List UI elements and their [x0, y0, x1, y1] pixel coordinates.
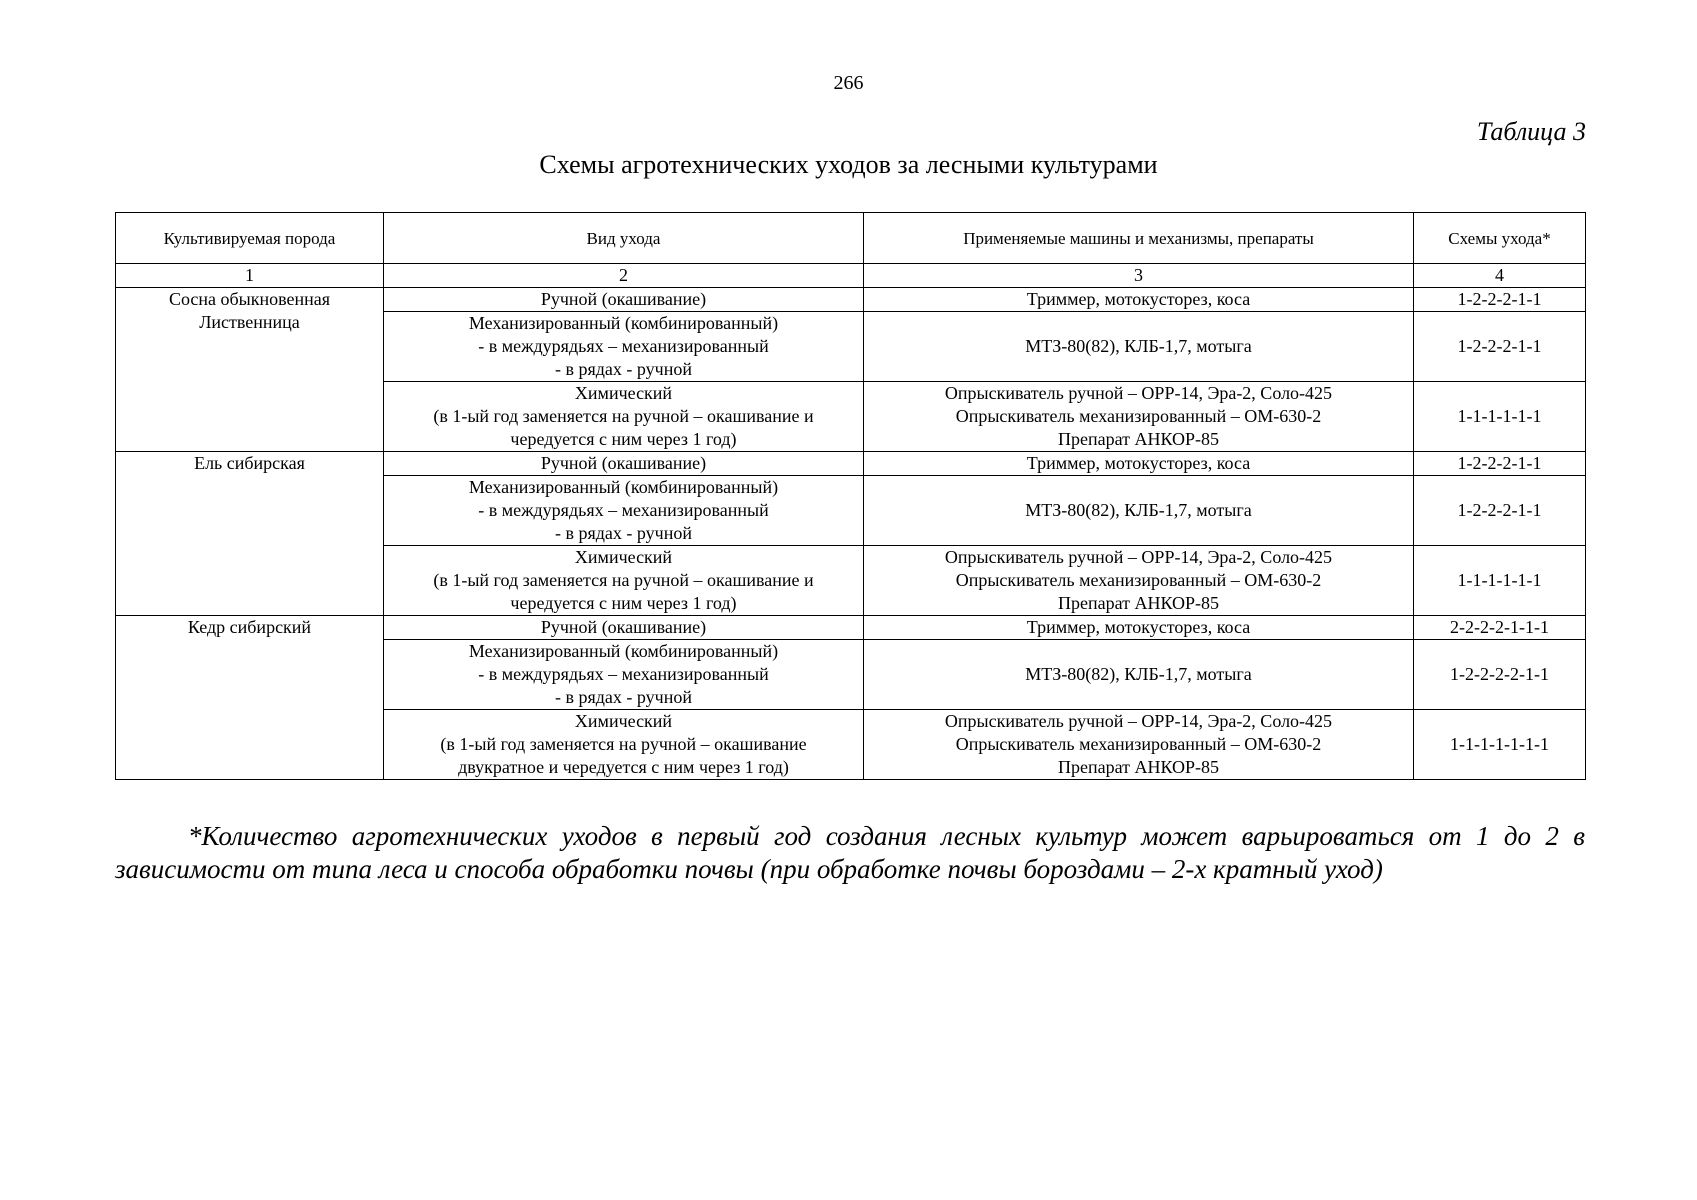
machines-line: МТЗ-80(82), КЛБ-1,7, мотыга — [1025, 500, 1252, 520]
footnote: *Количество агротехнических уходов в первый год создания лесных культур может варьироваться от 1 до 2 в зависимости от типа леса и способа обработки почвы (при обработке почвы бороздами – 2-х кратный уход) — [115, 821, 1585, 884]
method-cell — [384, 476, 864, 546]
method-line: Механизированный (комбинированный) — [468, 477, 779, 497]
method-line: (в 1-ый год заменяется на ручной – окашивание — [440, 734, 807, 754]
table-row — [116, 452, 1586, 476]
method-line: - в рядах - ручной — [555, 687, 692, 707]
column-number: 1 — [116, 264, 384, 288]
machines-cell — [864, 452, 1414, 476]
machines-line: Триммер, мотокусторез, коса — [1026, 453, 1251, 473]
method-cell — [384, 546, 864, 616]
column-number: 3 — [864, 264, 1414, 288]
species-name: Кедр сибирский — [187, 617, 312, 637]
scheme-cell: 2-2-2-2-1-1-1 — [1414, 616, 1586, 640]
method-line: Ручной (окашивание) — [540, 617, 707, 637]
method-line: Химический — [574, 711, 673, 731]
machines-line: Опрыскиватель механизированный – ОМ-630-2 — [955, 570, 1322, 590]
document-title: Схемы агротехнических уходов за лесными культурами — [539, 150, 1158, 179]
machines-cell — [864, 616, 1414, 640]
machines-cell — [864, 312, 1414, 382]
method-line: - в рядах - ручной — [555, 359, 692, 379]
machines-cell — [864, 710, 1414, 780]
machines-line: Препарат АНКОР-85 — [1057, 593, 1220, 613]
table-row — [116, 616, 1586, 640]
scheme-cell: 1-2-2-2-1-1 — [1414, 288, 1586, 312]
method-line: - в рядах - ручной — [555, 523, 692, 543]
method-cell — [384, 640, 864, 710]
scheme-cell: 1-1-1-1-1-1 — [1414, 382, 1586, 452]
method-cell — [384, 382, 864, 452]
machines-line: Препарат АНКОР-85 — [1057, 429, 1220, 449]
column-number-row — [116, 264, 1586, 288]
care-schemes-table — [115, 212, 1586, 780]
method-line: чередуется с ним через 1 год) — [510, 593, 737, 613]
header-cell: Культивируемая порода — [116, 213, 384, 264]
machines-line: Опрыскиватель ручной – ОРР-14, Эра-2, Соло-425 — [944, 547, 1333, 567]
method-line: (в 1-ый год заменяется на ручной – окашивание и — [433, 570, 814, 590]
method-line: - в междурядьях – механизированный — [478, 500, 769, 520]
species-name: Сосна обыкновенная — [168, 289, 331, 309]
method-line: Ручной (окашивание) — [540, 289, 707, 309]
method-cell — [384, 288, 864, 312]
method-line: - в междурядьях – механизированный — [478, 664, 769, 684]
method-line: (в 1-ый год заменяется на ручной – окашивание и — [433, 406, 814, 426]
machines-line: Опрыскиватель ручной – ОРР-14, Эра-2, Соло-425 — [944, 383, 1333, 403]
scheme-cell: 1-2-2-2-1-1 — [1414, 476, 1586, 546]
column-number: 4 — [1414, 264, 1586, 288]
table-row — [116, 288, 1586, 312]
species-name: Лиственница — [199, 312, 300, 332]
machines-line: Опрыскиватель механизированный – ОМ-630-2 — [955, 734, 1322, 754]
machines-line: Триммер, мотокусторез, коса — [1026, 617, 1251, 637]
machines-cell — [864, 640, 1414, 710]
method-line: - в междурядьях – механизированный — [478, 336, 769, 356]
scheme-cell: 1-2-2-2-1-1 — [1414, 312, 1586, 382]
scheme-cell: 1-1-1-1-1-1 — [1414, 546, 1586, 616]
machines-line: МТЗ-80(82), КЛБ-1,7, мотыга — [1025, 664, 1252, 684]
machines-line: Опрыскиватель механизированный – ОМ-630-2 — [955, 406, 1322, 426]
machines-cell — [864, 546, 1414, 616]
scheme-cell: 1-2-2-2-2-1-1 — [1414, 640, 1586, 710]
method-cell — [384, 616, 864, 640]
method-cell — [384, 452, 864, 476]
method-cell — [384, 312, 864, 382]
page-number: 266 — [833, 72, 864, 94]
method-line: Механизированный (комбинированный) — [468, 313, 779, 333]
header-cell: Применяемые машины и механизмы, препараты — [864, 213, 1414, 264]
species-cell — [116, 616, 384, 780]
machines-line: Препарат АНКОР-85 — [1057, 757, 1220, 777]
machines-cell — [864, 382, 1414, 452]
machines-line: Опрыскиватель ручной – ОРР-14, Эра-2, Соло-425 — [944, 711, 1333, 731]
method-line: двукратное и чередуется с ним через 1 год) — [458, 757, 789, 777]
table-body — [116, 288, 1586, 780]
machines-line: Триммер, мотокусторез, коса — [1026, 289, 1251, 309]
method-line: Химический — [574, 383, 673, 403]
machines-cell — [864, 476, 1414, 546]
table-label: Таблица 3 — [1476, 117, 1586, 146]
scheme-cell: 1-2-2-2-1-1 — [1414, 452, 1586, 476]
machines-line: МТЗ-80(82), КЛБ-1,7, мотыга — [1025, 336, 1252, 356]
species-cell — [116, 288, 384, 452]
method-line: Ручной (окашивание) — [540, 453, 707, 473]
scheme-cell: 1-1-1-1-1-1-1 — [1414, 710, 1586, 780]
method-line: Механизированный (комбинированный) — [468, 641, 779, 661]
header-cell: Схемы ухода* — [1414, 213, 1586, 264]
header-cell: Вид ухода — [384, 213, 864, 264]
method-line: Химический — [574, 547, 673, 567]
header-row — [116, 213, 1586, 264]
machines-cell — [864, 288, 1414, 312]
method-cell — [384, 710, 864, 780]
species-name: Ель сибирская — [194, 453, 305, 473]
species-cell — [116, 452, 384, 616]
column-number: 2 — [384, 264, 864, 288]
method-line: чередуется с ним через 1 год) — [510, 429, 737, 449]
